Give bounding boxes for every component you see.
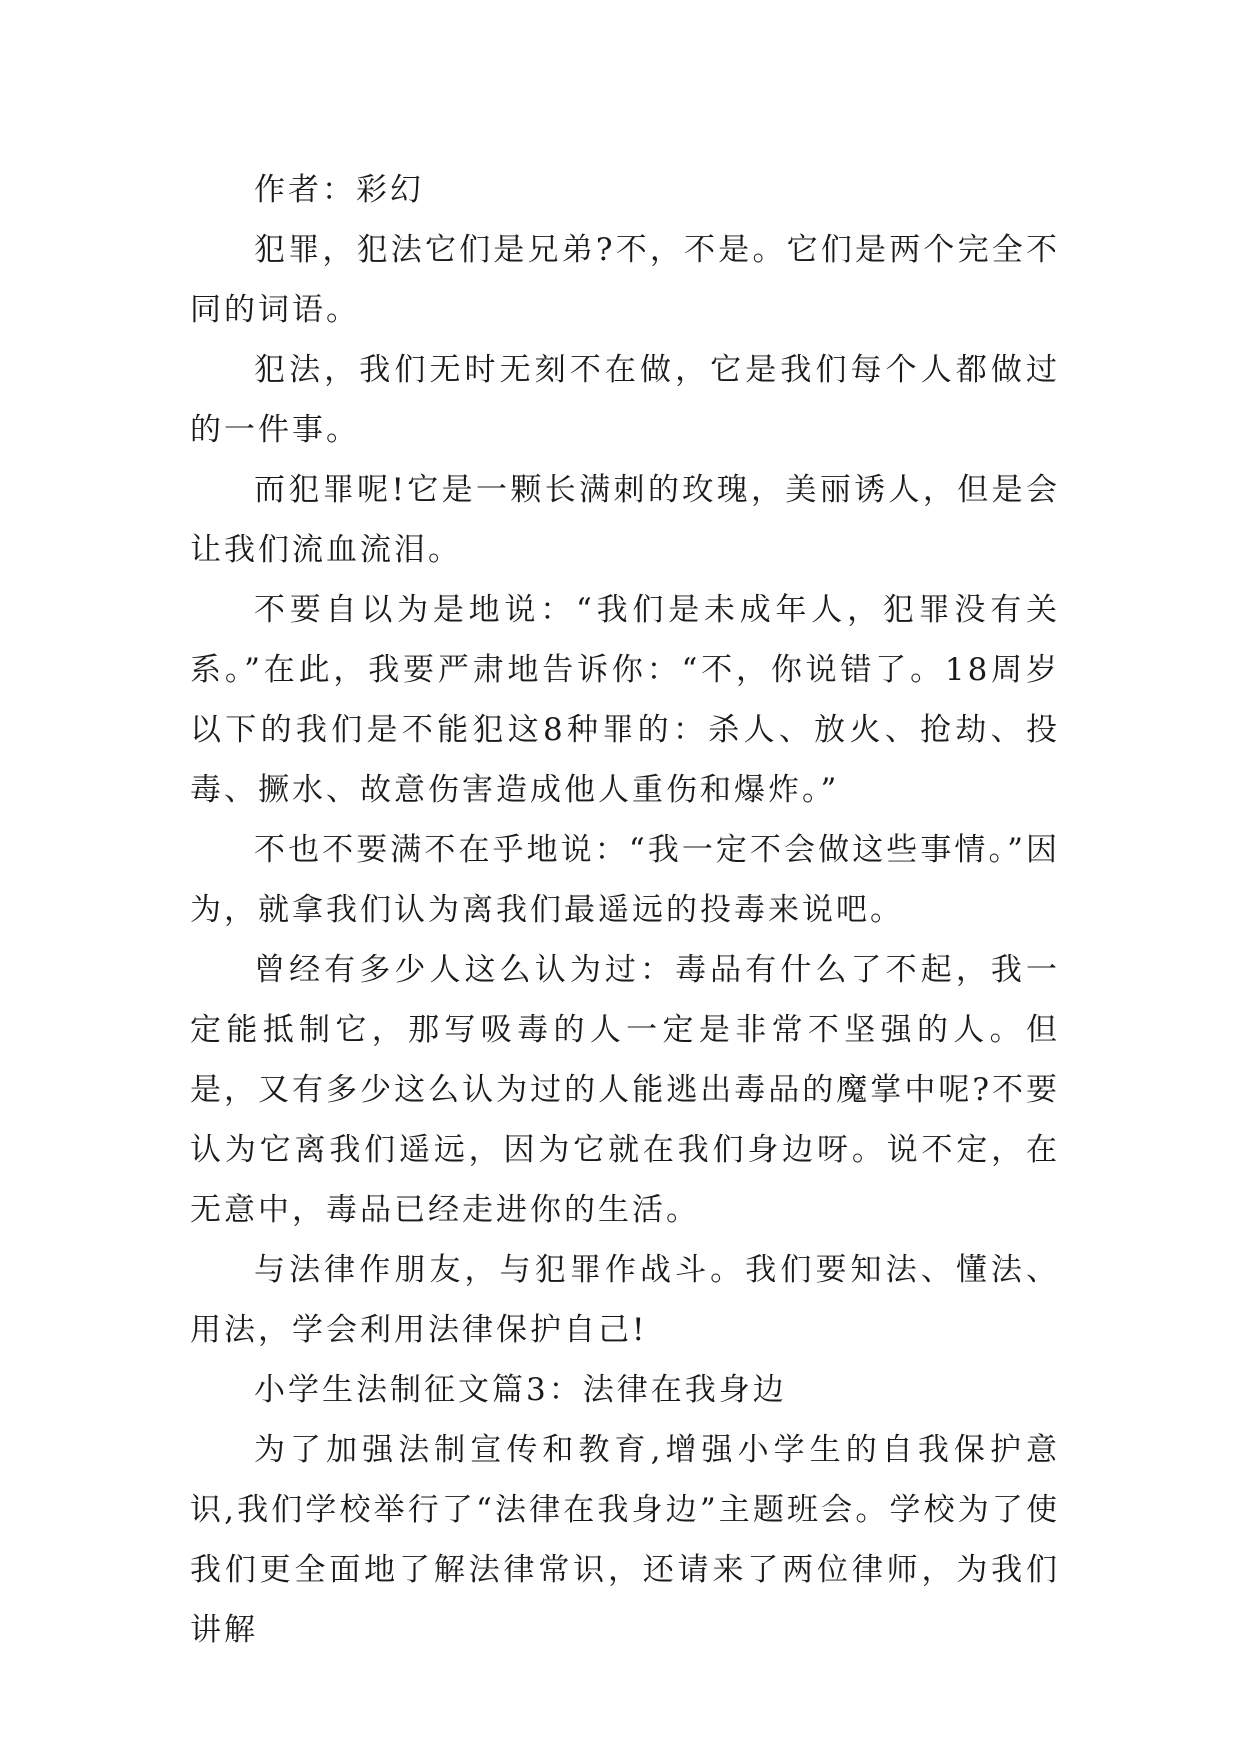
paragraph-3: 而犯罪呢!它是一颗长满刺的玫瑰，美丽诱人，但是会让我们流血流泪。 <box>190 472 1060 568</box>
paragraph-2: 犯法，我们无时无刻不在做，它是我们每个人都做过的一件事。 <box>190 352 1060 448</box>
document-body <box>190 160 1060 1660</box>
author-line: 作者：彩幻 <box>254 172 424 208</box>
paragraph-7: 与法律作朋友，与犯罪作战斗。我们要知法、懂法、用法，学会利用法律保护自己! <box>190 1252 1060 1348</box>
paragraph-8: 为了加强法制宣传和教育,增强小学生的自我保护意识,我们学校举行了“法律在我身边”主题班会。学校为了使我们更全面地了解法律常识，还请来了两位律师，为我们讲解 <box>190 1432 1060 1648</box>
paragraph-4: 不要自以为是地说：“我们是未成年人，犯罪没有关系。”在此，我要严肃地告诉你：“不，你说错了。18周岁以下的我们是不能犯这8种罪的：杀人、放火、抢劫、投毒、撅水、故意伤害造成他人重伤和爆炸。” <box>190 592 1060 808</box>
section-heading: 小学生法制征文篇3：法律在我身边 <box>254 1372 787 1408</box>
paragraph-1: 犯罪，犯法它们是兄弟?不，不是。它们是两个完全不同的词语。 <box>190 232 1060 328</box>
paragraph-6: 曾经有多少人这么认为过：毒品有什么了不起，我一定能抵制它，那写吸毒的人一定是非常不坚强的人。但是，又有多少这么认为过的人能逃出毒品的魔掌中呢?不要认为它离我们遥远，因为它就在我们身边呀。说不定，在无意中，毒品已经走进你的生活。 <box>190 952 1060 1228</box>
paragraph-5: 不也不要满不在乎地说：“我一定不会做这些事情。”因为，就拿我们认为离我们最遥远的投毒来说吧。 <box>190 832 1060 928</box>
